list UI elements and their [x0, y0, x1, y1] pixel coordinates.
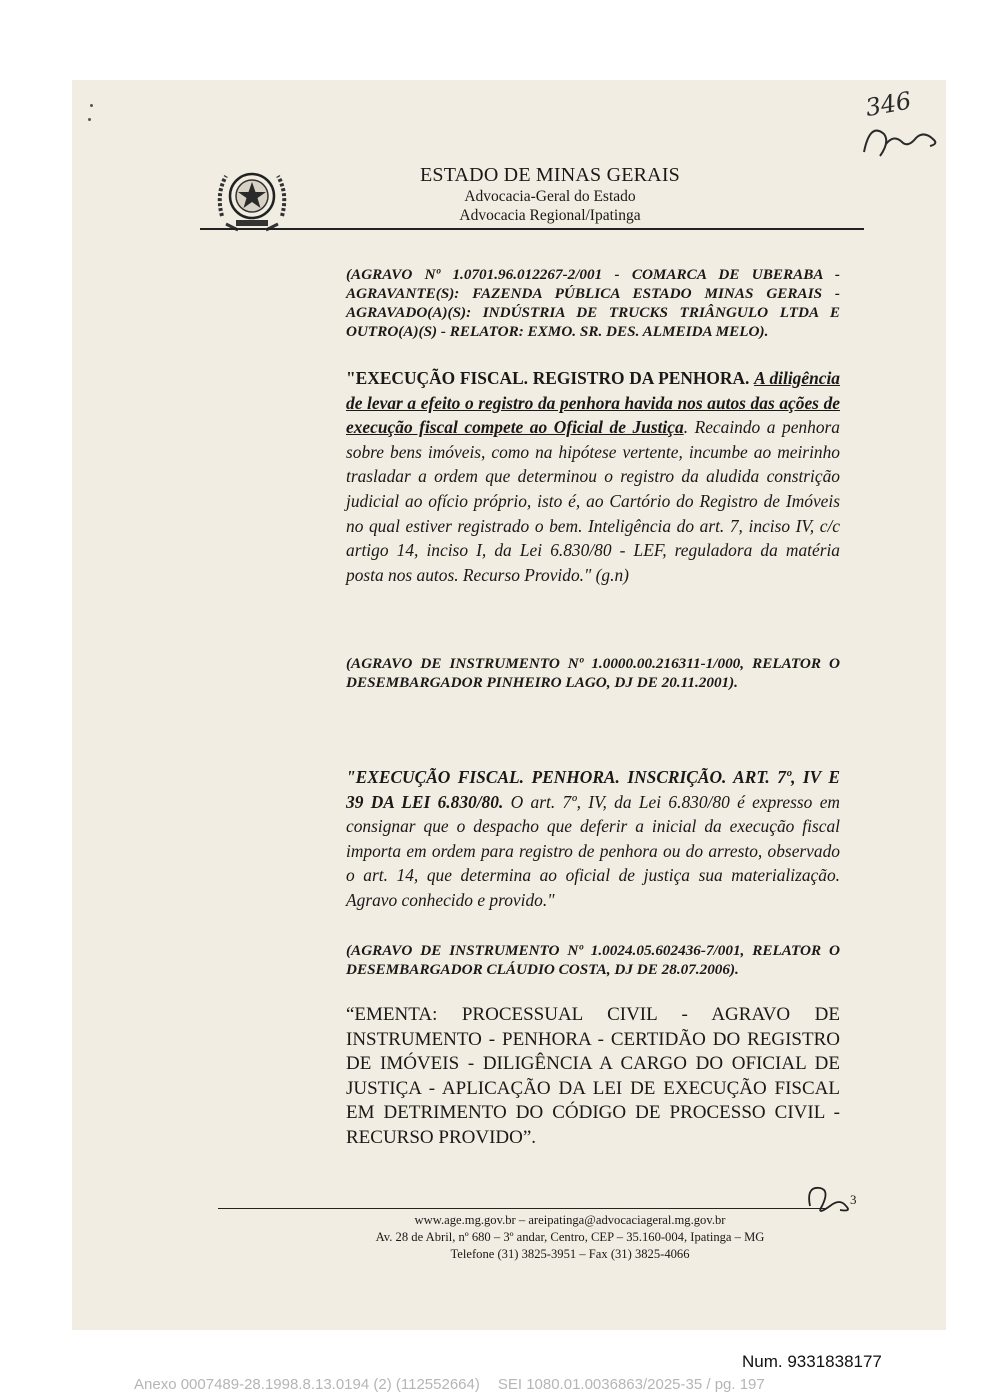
state-name: ESTADO DE MINAS GERAIS — [419, 164, 681, 186]
citation-block-2 — [346, 654, 840, 692]
scan-speck — [88, 118, 91, 121]
footer-address: Av. 28 de Abril, nº 680 – 3º andar, Centro, CEP – 35.160-004, Ipatinga – MG — [375, 1230, 765, 1244]
quote-body: . Recaindo a penhora sobre bens imóveis, como na hipótese vertente, incumbe ao meirinho trasladar a ordem que determinou o registro da aludida constrição judicial ao ofício próprio, isto é, ao Cartório do Registro de Imóveis no qual estiver registrado o bem. Inteligência do art. 7, inciso IV, c/c artigo 14, inciso I, da Lei 6.830/80 - LEF, reguladora da matéria posta nos autos. Recurso Provido." (g.n) — [346, 417, 840, 585]
quote-heading: "EXECUÇÃO FISCAL. PENHORA. INSCRIÇÃO. ART. 7º, IV E 39 DA LEI 6.830/80. — [346, 767, 840, 812]
footer-divider — [218, 1208, 826, 1209]
quote-block-1 — [346, 366, 840, 587]
sei-reference: SEI 1080.01.0036863/2025-35 / pg. 197 — [497, 1376, 765, 1393]
citation-block-3 — [346, 941, 840, 979]
letterhead — [380, 163, 720, 225]
ementa-block — [346, 1003, 840, 1150]
handwritten-page-annotation — [850, 82, 950, 172]
scan-speck — [90, 104, 93, 107]
page-number: 3 — [850, 1192, 857, 1207]
agency-name: Advocacia-Geral do Estado — [464, 188, 636, 205]
footer-phone: Telefone (31) 3825-3951 – Fax (31) 3825-4066 — [450, 1247, 690, 1261]
quote-heading: "EXECUÇÃO FISCAL. REGISTRO DA PENHORA. — [346, 368, 750, 388]
annex-stamp — [134, 1376, 934, 1393]
regional-office: Advocacia Regional/Ipatinga — [459, 207, 641, 224]
annex-reference: Anexo 0007489-28.1998.8.13.0194 (2) (112552664) — [134, 1376, 480, 1393]
citation-text: (AGRAVO DE INSTRUMENTO Nº 1.0024.05.602436-7/001, RELATOR O DESEMBARGADOR CLÁUDIO COSTA, DJ DE 28.07.2006). — [346, 942, 840, 978]
quote-block-2 — [346, 765, 840, 913]
citation-text: (AGRAVO Nº 1.0701.96.012267-2/001 - COMARCA DE UBERABA - AGRAVANTE(S): FAZENDA PÚBLICA ESTADO MINAS GERAIS - AGRAVADO(A)(S): INDÚSTRIA DE TRUCKS TRIÂNGULO LTDA E OUTRO(A)(S) - RELATOR: EXMO. SR. DES. ALMEIDA MELO). — [346, 266, 840, 340]
footer-web-email: www.age.mg.gov.br – areipatinga@advocaciageral.mg.gov.br — [414, 1213, 726, 1227]
header-divider — [200, 228, 864, 230]
document-number-stamp: Num. 9331838177 — [742, 1352, 882, 1371]
handwritten-number: 346 — [863, 86, 914, 123]
quote-body: O art. 7º, IV, da Lei 6.830/80 é expresso em consignar que o despacho que deferir a inicial da execução fiscal importa em ordem para registro de penhora ou do arresto, observado o art. 14, que determina ao oficial de justiça sua materialização. Agravo conhecido e provido." — [346, 791, 840, 910]
coat-of-arms-emblem-icon — [212, 158, 292, 238]
quote-text — [346, 765, 840, 913]
quote-underlined-passage: A diligência de levar a efeito o registro da penhora havida nos autos das ações de execução fiscal compete ao Oficial de Justiça — [346, 368, 840, 438]
citation-text: (AGRAVO DE INSTRUMENTO Nº 1.0000.00.216311-1/000, RELATOR O DESEMBARGADOR PINHEIRO LAGO, DJ DE 20.11.2001). — [346, 655, 840, 691]
footer — [300, 1212, 840, 1263]
quote-text — [346, 366, 840, 587]
citation-block-1 — [346, 265, 840, 341]
ementa-text: “EMENTA: PROCESSUAL CIVIL - AGRAVO DE INSTRUMENTO - PENHORA - CERTIDÃO DO REGISTRO DE IMÓVEIS - DILIGÊNCIA A CARGO DO OFICIAL DE JUSTIÇA - APLICAÇÃO DA LEI DE EXECUÇÃO FISCAL EM DETRIMENTO DO CÓDIGO DE PROCESSO CIVIL - RECURSO PROVIDO”. — [346, 1004, 840, 1148]
